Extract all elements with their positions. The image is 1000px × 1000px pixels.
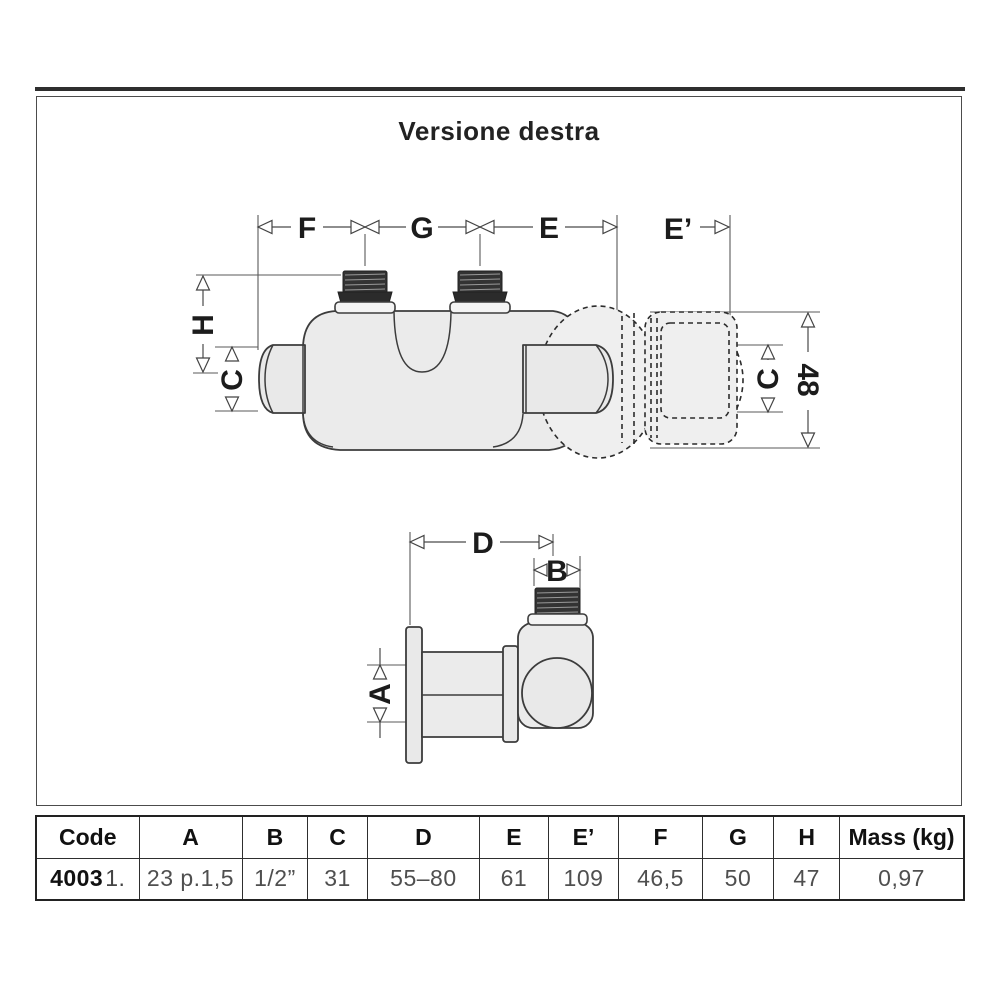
- dim-label-D: D: [472, 527, 494, 560]
- spec-table: [35, 815, 965, 901]
- dim-label-48: 48: [791, 363, 824, 397]
- spec-table-header-row: [36, 816, 964, 858]
- col-header-f: F: [619, 816, 703, 858]
- dim-label-H: H: [187, 314, 220, 336]
- cell-c: 31: [308, 858, 367, 900]
- dim-label-A: A: [364, 683, 397, 705]
- dim-label-F: F: [297, 212, 317, 245]
- valve-body: [259, 306, 743, 458]
- col-header-b: B: [242, 816, 308, 858]
- cell-h: 47: [774, 858, 840, 900]
- cell-g: 50: [702, 858, 773, 900]
- dim-label-E: E: [538, 212, 560, 245]
- dim-label-E2: E’: [663, 213, 693, 246]
- elbow-valve-body: [406, 588, 593, 763]
- side-view-drawing: [364, 527, 593, 763]
- col-header-d: D: [367, 816, 479, 858]
- threaded-connection-left: [335, 271, 395, 313]
- col-header-a: A: [139, 816, 242, 858]
- cell-mass: 0,97: [840, 858, 964, 900]
- dimension-B: [534, 555, 580, 588]
- cell-e2: 109: [548, 858, 619, 900]
- dim-label-C-left: C: [216, 369, 249, 391]
- col-header-c: C: [308, 816, 367, 858]
- col-header-code: Code: [36, 816, 139, 858]
- dimension-A: [364, 648, 397, 738]
- cell-f: 46,5: [619, 858, 703, 900]
- code-suffix: 1.: [105, 865, 126, 892]
- dimension-48: [791, 313, 824, 447]
- cell-a: 23 p.1,5: [139, 858, 242, 900]
- cell-d: 55–80: [367, 858, 479, 900]
- col-header-mass: Mass (kg): [840, 816, 964, 858]
- col-header-e: E: [480, 816, 549, 858]
- col-header-h: H: [774, 816, 840, 858]
- spec-table-data-row: [36, 858, 964, 900]
- dimension-D: [410, 527, 553, 560]
- cell-b: 1/2”: [242, 858, 308, 900]
- dim-label-G: G: [410, 212, 434, 245]
- dimension-H: [187, 276, 220, 372]
- top-view-drawing: [187, 212, 824, 458]
- cell-code: [36, 858, 139, 900]
- dim-label-B: B: [546, 555, 568, 588]
- col-header-g: G: [702, 816, 773, 858]
- code-number: 4003: [50, 865, 104, 892]
- dim-label-C-right: C: [752, 368, 785, 390]
- cell-e: 61: [480, 858, 549, 900]
- threaded-connection-right: [450, 271, 510, 313]
- col-header-e2: E’: [548, 816, 619, 858]
- dimension-chain-top: [258, 212, 729, 246]
- dimension-C-left: [216, 347, 249, 411]
- page-title: Versione destra: [398, 116, 600, 146]
- dimension-C-right: [752, 345, 785, 412]
